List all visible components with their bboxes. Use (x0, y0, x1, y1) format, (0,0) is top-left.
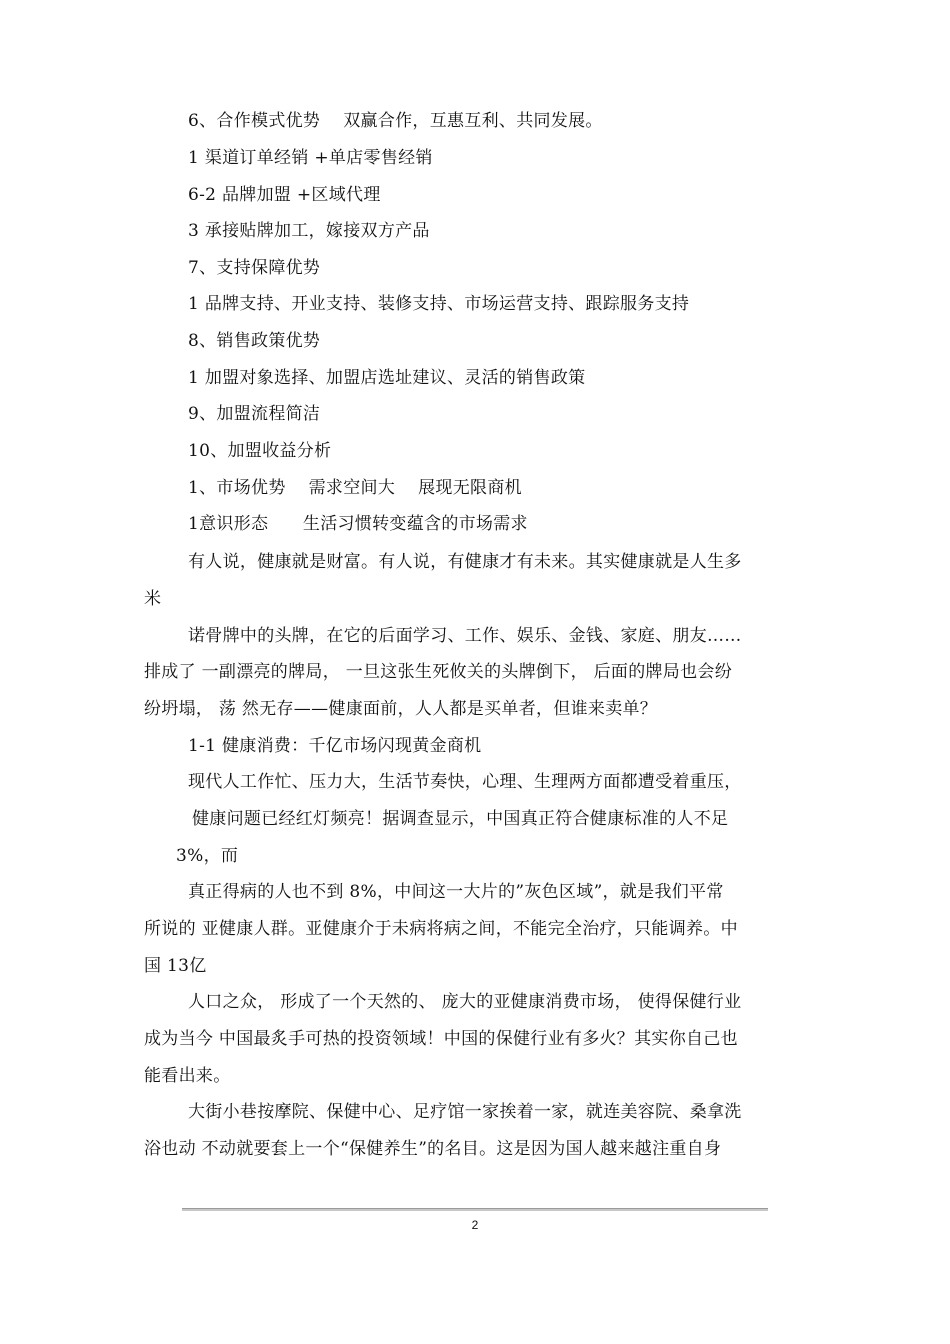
text-line: 6-2 品牌加盟 +区域代理 (188, 185, 381, 205)
paragraph-line: 健康问题已经红灯频亮！据调查显示，中国真正符合健康标准的人不足 (192, 809, 729, 829)
heading-market-advantage: 1、市场优势 需求空间大 展现无限商机 (188, 478, 522, 498)
paragraph-line: 真正得病的人也不到 8%，中间这一大片的”灰色区域”，就是我们平常 (188, 882, 724, 902)
heading-support-advantage: 7、支持保障优势 (188, 258, 321, 278)
paragraph-line: 排成了 一副漂亮的牌局， 一旦这张生死攸关的头牌倒下， 后面的牌局也会纷 (144, 662, 733, 682)
paragraph-line: 诺骨牌中的头牌，在它的后面学习、工作、娱乐、金钱、家庭、朋友…… (188, 626, 742, 646)
paragraph-line: 现代人工作忙、压力大，生活节奏快，心理、生理两方面都遭受着重压， (188, 772, 742, 792)
paragraph-line: 大街小巷按摩院、保健中心、足疗馆一家挨着一家，就连美容院、桑拿洗 (188, 1102, 742, 1122)
paragraph-line: 人口之众， 形成了一个天然的、 庞大的亚健康消费市场， 使得保健行业 (188, 992, 742, 1012)
paragraph-line: 所说的 亚健康人群。亚健康介于未病将病之间，不能完全治疗，只能调养。中 (144, 919, 738, 939)
paragraph-line: 成为当今 中国最炙手可热的投资领域！中国的保健行业有多火？其实你自己也 (144, 1029, 738, 1049)
footer-divider (182, 1208, 768, 1211)
heading-franchise-process: 9、加盟流程简洁 (188, 404, 321, 424)
page-number: 2 (471, 1218, 479, 1232)
text-line: 3 承接贴牌加工，嫁接双方产品 (188, 221, 430, 241)
paragraph-line: 米 (144, 589, 162, 609)
paragraph-line: 能看出来。 (144, 1066, 231, 1086)
paragraph-line: 纷坍塌， 荡 然无存——健康面前，人人都是买单者，但谁来卖单？ (144, 699, 658, 719)
heading-franchise-income: 10、加盟收益分析 (188, 441, 332, 461)
paragraph-line: 有人说，健康就是财富。有人说，有健康才有未来。其实健康就是人生多 (188, 552, 742, 572)
subheading-health-consumption: 1-1 健康消费：千亿市场闪现黄金商机 (188, 736, 482, 756)
paragraph-line: 3%，而 (176, 846, 239, 866)
text-line: 1 渠道订单经销 +单店零售经销 (188, 148, 433, 168)
heading-cooperation-advantage: 6、合作模式优势 双赢合作，互惠互利、共同发展。 (188, 111, 603, 131)
text-line: 1 品牌支持、开业支持、装修支持、市场运营支持、跟踪服务支持 (188, 294, 690, 314)
text-line: 1 加盟对象选择、加盟店选址建议、灵活的销售政策 (188, 368, 586, 388)
paragraph-line: 国 13亿 (144, 956, 207, 976)
paragraph-line: 浴也动 不动就要套上一个“保健养生”的名目。这是因为国人越来越注重自身 (144, 1139, 722, 1159)
heading-sales-policy: 8、销售政策优势 (188, 331, 321, 351)
subheading-ideology: 1意识形态 生活习惯转变蕴含的市场需求 (188, 514, 528, 534)
